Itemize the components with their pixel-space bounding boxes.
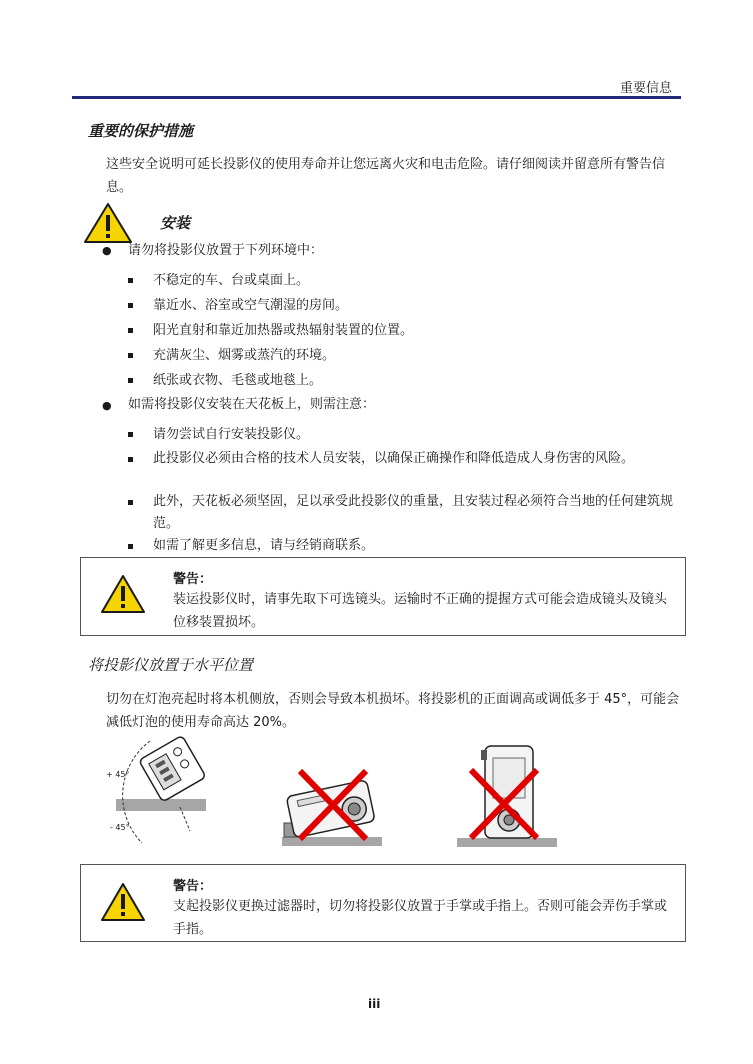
- list-marker: [128, 353, 133, 358]
- list-item: 阳光直射和靠近加热器或热辐射装置的位置。: [153, 323, 414, 338]
- warning-text: 支起投影仪更换过滤器时，切勿将投影仪放置于手掌或手指上。否则可能会弄伤手掌或手指。: [173, 899, 668, 937]
- horizontal-paragraph: 切勿在灯泡亮起时将本机侧放，否则会导致本机损坏。将投影机的正面调高或调低多于 45°，可能会减低灯泡的使用寿命高达 20%。: [106, 692, 680, 730]
- list-item: 靠近水、浴室或空气潮湿的房间。: [153, 298, 349, 313]
- list-item: 充满灰尘、烟雾或蒸汽的环境。: [153, 348, 336, 363]
- sideways-projector-prohibited: [455, 740, 560, 850]
- bullet-dot: ●: [102, 399, 112, 412]
- page-number: iii: [368, 997, 381, 1011]
- list-marker: [128, 544, 133, 549]
- list-marker: [128, 432, 133, 437]
- list-marker: [128, 457, 133, 462]
- list-marker: [128, 278, 133, 283]
- install-title: 安装: [160, 214, 191, 232]
- list-marker: [128, 328, 133, 333]
- list-item: 不稳定的车、台或桌面上。: [153, 273, 310, 288]
- warning-title: 警告：: [173, 572, 213, 587]
- list-item: 纸张或衣物、毛毯或地毯上。: [153, 373, 323, 388]
- warning-text: 装运投影仪时，请事先取下可选镜头。运输时不正确的提握方式可能会造成镜头及镜头位移装置损坏。: [173, 592, 668, 630]
- list-item: 此外，天花板必须坚固，足以承受此投影仪的重量，且安装过程必须符合当地的任何建筑规范。: [153, 494, 674, 531]
- warning-triangle-icon: [100, 574, 146, 614]
- warning-triangle-icon: [83, 202, 133, 244]
- list-marker: [128, 303, 133, 308]
- angle-label-plus: + 45°: [106, 770, 130, 779]
- running-header: 重要信息: [620, 81, 673, 96]
- warning-title: 警告：: [173, 879, 213, 894]
- list-marker: [128, 500, 133, 505]
- list-item: 请勿尝试自行安装投影仪。: [153, 427, 310, 442]
- install-bullet-1: 请勿将投影仪放置于下列环境中：: [128, 243, 324, 258]
- bullet-dot: ●: [102, 244, 112, 257]
- angle-label-minus: - 45°: [110, 823, 130, 832]
- list-item: 如需了解更多信息，请与经销商联系。: [153, 538, 375, 553]
- list-marker: [128, 378, 133, 383]
- intro-paragraph: 这些安全说明可延长投影仪的使用寿命并让您远离火灾和电击危险。请仔细阅读并留意所有警告信息。: [106, 157, 666, 195]
- header-rule: [72, 96, 681, 99]
- tilted-projector-prohibited: [280, 765, 385, 850]
- tilt-angle-diagram: [100, 735, 210, 850]
- section-title-horizontal: 将投影仪放置于水平位置: [88, 656, 254, 674]
- install-bullet-2: 如需将投影仪安装在天花板上，则需注意：: [128, 397, 376, 412]
- list-item: 此投影仪必须由合格的技术人员安装，以确保正确操作和降低造成人身伤害的风险。: [153, 451, 635, 466]
- warning-triangle-icon: [100, 882, 146, 922]
- section-title-safeguards: 重要的保护措施: [88, 122, 194, 140]
